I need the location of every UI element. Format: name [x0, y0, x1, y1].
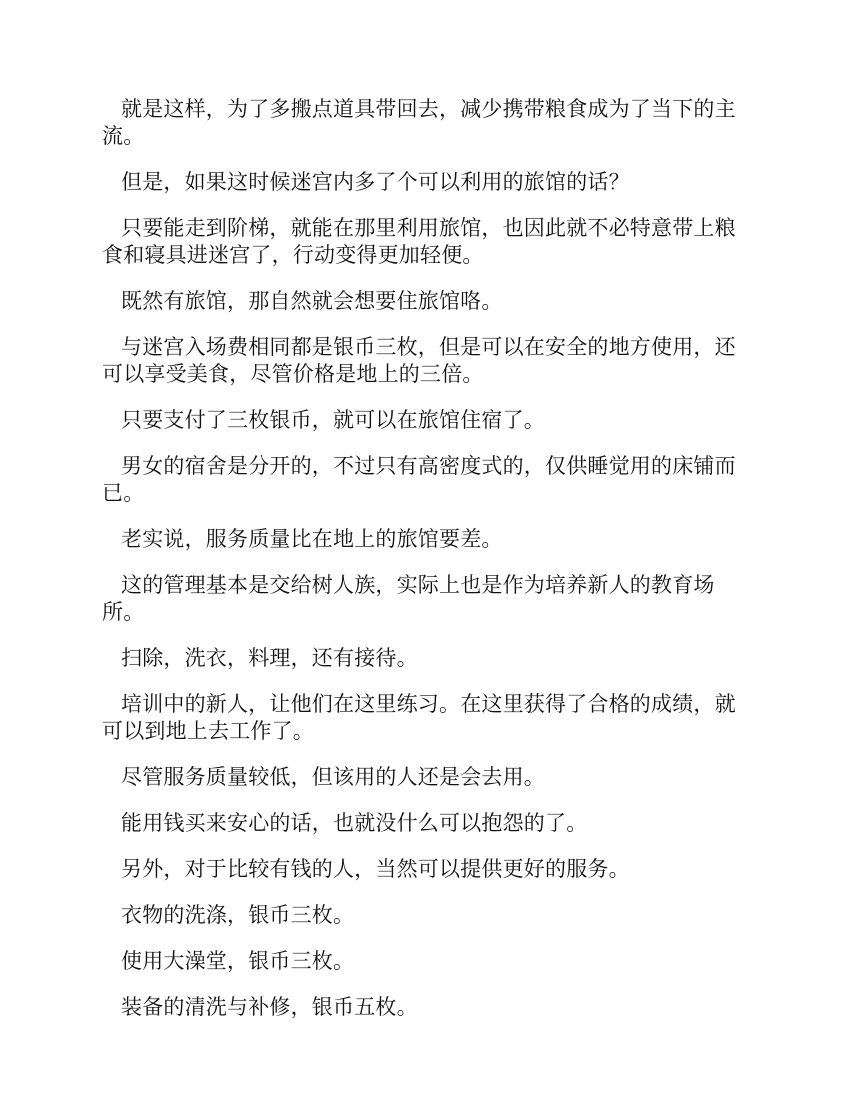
- paragraph-3: 只要能走到阶梯，就能在那里利用旅馆，也因此就不必特意带上粮食和寝具进迷宫了，行动变得更加轻便。: [102, 216, 736, 267]
- paragraph-1: 就是这样，为了多搬点道具带回去，减少携带粮食成为了当下的主流。: [102, 97, 736, 148]
- paragraph-11: 培训中的新人，让他们在这里练习。在这里获得了合格的成绩，就可以到地上去工作了。: [102, 692, 736, 743]
- paragraph-4: 既然有旅馆，那自然就会想要住旅馆咯。: [121, 289, 503, 313]
- paragraph-17: 装备的清洗与补修，银币五枚。: [121, 995, 418, 1019]
- paragraph-13: 能用钱买来安心的话，也就没什么可以抱怨的了。: [121, 811, 588, 835]
- paragraph-15: 衣物的洗涤，银币三枚。: [121, 903, 355, 927]
- paragraph-14: 另外，对于比较有钱的人，当然可以提供更好的服务。: [121, 857, 630, 881]
- paragraph-12: 尽管服务质量较低，但该用的人还是会去用。: [121, 765, 545, 789]
- paragraph-2: 但是，如果这时候迷宫内多了个可以利用的旅馆的话？: [121, 170, 630, 194]
- paragraph-9: 这的管理基本是交给树人族，实际上也是作为培养新人的教育场所。: [102, 573, 715, 624]
- paragraph-8: 老实说，服务质量比在地上的旅馆要差。: [121, 527, 503, 551]
- paragraph-10: 扫除，洗衣，料理，还有接待。: [121, 646, 418, 670]
- paragraph-7: 男女的宿舍是分开的，不过只有高密度式的，仅供睡觉用的床铺而已。: [102, 454, 736, 505]
- paragraph-5: 与迷宫入场费相同都是银币三枚，但是可以在安全的地方使用，还可以享受美食，尽管价格是地上的三倍。: [102, 335, 736, 386]
- paragraph-16: 使用大澡堂，银币三枚。: [121, 949, 355, 973]
- document-body: [102, 96, 752, 1040]
- paragraph-6: 只要支付了三枚银币，就可以在旅馆住宿了。: [121, 408, 545, 432]
